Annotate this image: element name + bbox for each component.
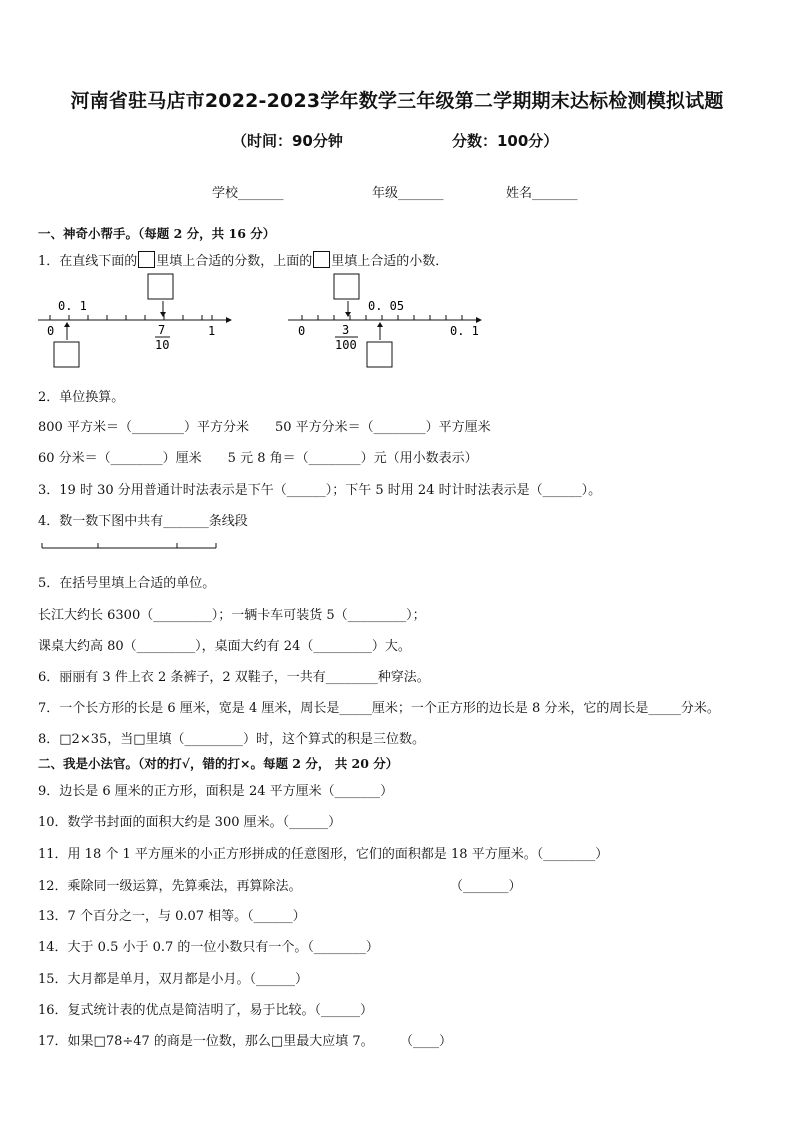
- line2-frac-num: 3: [342, 323, 350, 337]
- q1-text-part2: 里填上合适的分数，上面的: [156, 254, 313, 269]
- question-3[interactable]: 3．19 时 30 分用普通计时法表示是下午（______）；下午 5 时用 24 时计时法表示是（______）。: [38, 483, 602, 498]
- question-16[interactable]: 16．复式统计表的优点是简洁明了，易于比较。（______）: [38, 1003, 374, 1018]
- line1-zero: 0: [47, 324, 55, 338]
- question-6[interactable]: 6．丽丽有 3 件上衣 2 条裤子，2 双鞋子，一共有________种穿法。: [38, 670, 430, 685]
- question-9[interactable]: 9．边长是 6 厘米的正方形，面积是 24 平方厘米（_______）: [38, 784, 394, 799]
- answer-box-bottom[interactable]: [54, 342, 79, 367]
- line2-label-top: 0. 05: [368, 299, 405, 313]
- line2-zero: 0: [298, 324, 306, 338]
- question-2-row1[interactable]: 800 平方米＝（________）平方分米 50 平方分米＝（________）平方厘米: [38, 420, 491, 435]
- number-line-2: [286, 270, 486, 370]
- answer-box-bottom[interactable]: [367, 342, 392, 367]
- question-17-blank[interactable]: （____）: [400, 1034, 453, 1049]
- question-10[interactable]: 10．数学书封面的面积大约是 300 厘米。（______）: [38, 815, 342, 830]
- answer-box-top[interactable]: [148, 274, 173, 299]
- page-title: 河南省驻马店市2022-2023学年数学三年级第二学期期末达标检测模拟试题: [70, 90, 724, 112]
- question-11[interactable]: 11．用 18 个 1 平方厘米的小正方形拼成的任意图形，它们的面积都是 18 平方厘米。（________）: [38, 847, 609, 862]
- question-2-heading: 2．单位换算。: [38, 390, 125, 405]
- exam-score: 分数：100分）: [452, 132, 559, 150]
- line1-frac-num: 7: [158, 323, 166, 337]
- question-8[interactable]: 8．□2×35，当□里填（_________）时，这个算式的积是三位数。: [38, 732, 426, 747]
- segment-figure: [40, 540, 220, 554]
- question-14[interactable]: 14．大于 0.5 小于 0.7 的一位小数只有一个。（________）: [38, 940, 379, 955]
- empty-box-icon: [138, 251, 155, 268]
- question-1: [38, 250, 448, 269]
- question-17: 17．如果□78÷47 的商是一位数，那么□里最大应填 7。: [38, 1034, 374, 1049]
- exam-time: （时间：90分钟: [232, 132, 343, 150]
- question-13[interactable]: 13．7 个百分之一，与 0.07 相等。（______）: [38, 909, 306, 924]
- line2-end: 0. 1: [450, 324, 479, 338]
- line1-one: 1: [208, 324, 216, 338]
- line1-frac-den: 10: [155, 338, 170, 352]
- grade-field[interactable]: 年级_______: [372, 186, 444, 201]
- question-5-row1[interactable]: 长江大约长 6300（_________）；一辆卡车可装货 5（_________）；: [38, 608, 426, 623]
- section-1-heading: 一、神奇小帮手。（每题 2 分，共 16 分）: [38, 226, 276, 241]
- question-2-row2[interactable]: 60 分米＝（________）厘米 5 元 8 角＝（________）元（用小数表示）: [38, 451, 478, 466]
- question-5-row2[interactable]: 课桌大约高 80（_________），桌面大约有 24（_________）大。: [38, 639, 411, 654]
- line1-label-top: 0. 1: [58, 299, 87, 313]
- empty-box-icon: [313, 251, 330, 268]
- question-15[interactable]: 15．大月都是单月，双月都是小月。（______）: [38, 972, 309, 987]
- question-12-blank[interactable]: （_______）: [450, 879, 522, 894]
- q1-text-part1: 1．在直线下面的: [38, 254, 138, 269]
- school-field[interactable]: 学校_______: [212, 186, 284, 201]
- question-4[interactable]: 4．数一数下图中共有_______条线段: [38, 514, 248, 529]
- number-line-1: [36, 270, 236, 370]
- question-12: 12．乘除同一级运算，先算乘法，再算除法。: [38, 879, 302, 894]
- q1-text-part3: 里填上合适的小数．: [331, 254, 449, 269]
- line2-frac-den: 100: [335, 338, 357, 352]
- section-2-heading: 二、我是小法官。（对的打√，错的打×。每题 2 分， 共 20 分）: [38, 756, 399, 771]
- question-5-heading: 5．在括号里填上合适的单位。: [38, 576, 216, 591]
- answer-box-top[interactable]: [334, 274, 359, 299]
- question-7[interactable]: 7．一个长方形的长是 6 厘米，宽是 4 厘米，周长是_____厘米；一个正方形的边长是 8 分米，它的周长是_____分米。: [38, 701, 720, 716]
- name-field[interactable]: 姓名_______: [506, 186, 578, 201]
